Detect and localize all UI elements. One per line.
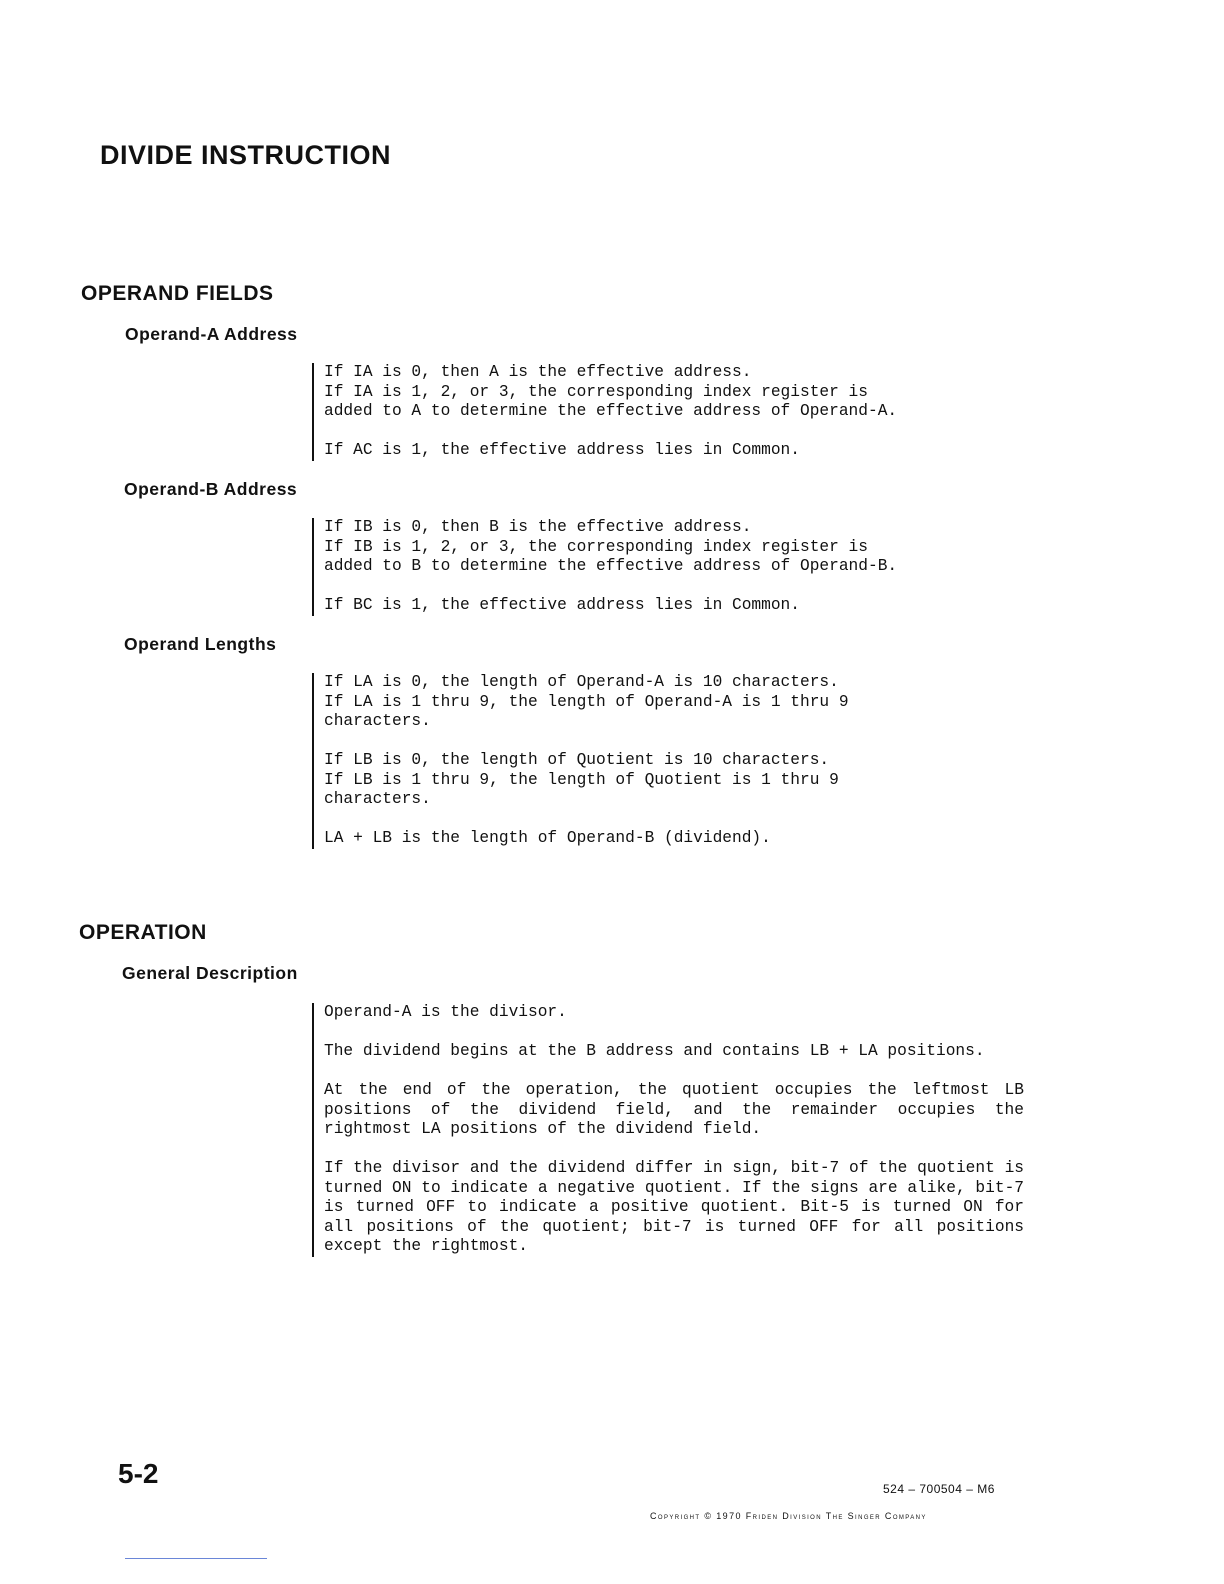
paragraph: If AC is 1, the effective address lies in Common. bbox=[324, 441, 800, 459]
paragraph: If IA is 0, then A is the effective address. If IA is 1, 2, or 3, the corresponding index register is added to A to determine the effective address of Operand-A. bbox=[324, 363, 898, 420]
paragraph: The dividend begins at the B address and contains LB + LA positions. bbox=[324, 1042, 985, 1060]
paragraph: If LA is 0, the length of Operand-A is 10 characters. If LA is 1 thru 9, the length of Operand-A is 1 thru 9 characters. bbox=[324, 673, 849, 730]
operand-b-address-text bbox=[312, 518, 1024, 616]
paragraph: If the divisor and the dividend differ in sign, bit-7 of the quotient is turned ON to indicate a negative quotient. If the signs are alike, bit-7 is turned OFF to indicate a positive quotient. Bit-5 is turned ON for all positions of the quotient; bit-7 is turned OFF for all positions except the rightmost. bbox=[324, 1159, 1034, 1255]
section-heading-operand-fields: OPERAND FIELDS bbox=[81, 282, 274, 305]
document-number: 524 – 700504 – M6 bbox=[883, 1482, 995, 1496]
subheading-operand-lengths: Operand Lengths bbox=[124, 634, 277, 654]
page-number: 5-2 bbox=[118, 1458, 159, 1489]
subheading-general-description: General Description bbox=[122, 963, 298, 983]
paragraph: At the end of the operation, the quotient occupies the leftmost LB positions of the dividend field, and the remainder occupies the rightmost LA positions of the dividend field. bbox=[324, 1081, 1034, 1138]
bottom-rule bbox=[125, 1558, 267, 1559]
operand-a-address-text bbox=[312, 363, 1024, 461]
paragraph: Operand-A is the divisor. bbox=[324, 1003, 567, 1021]
paragraph: If IB is 0, then B is the effective address. If IB is 1, 2, or 3, the corresponding index register is added to B to determine the effective address of Operand-B. bbox=[324, 518, 898, 575]
copyright-notice: Copyright © 1970 Friden Division The Singer Company bbox=[650, 1511, 927, 1521]
section-heading-operation: OPERATION bbox=[79, 921, 207, 944]
page-title: DIVIDE INSTRUCTION bbox=[100, 140, 392, 170]
paragraph: If LB is 0, the length of Quotient is 10 characters. If LB is 1 thru 9, the length of Quotient is 1 thru 9 characters. bbox=[324, 751, 839, 808]
subheading-operand-b-address: Operand-B Address bbox=[124, 479, 298, 499]
paragraph: LA + LB is the length of Operand-B (dividend). bbox=[324, 829, 771, 847]
operand-lengths-text bbox=[312, 673, 1024, 849]
paragraph: If BC is 1, the effective address lies in Common. bbox=[324, 596, 800, 614]
subheading-operand-a-address: Operand-A Address bbox=[125, 324, 298, 344]
general-description-text bbox=[312, 1003, 1034, 1257]
